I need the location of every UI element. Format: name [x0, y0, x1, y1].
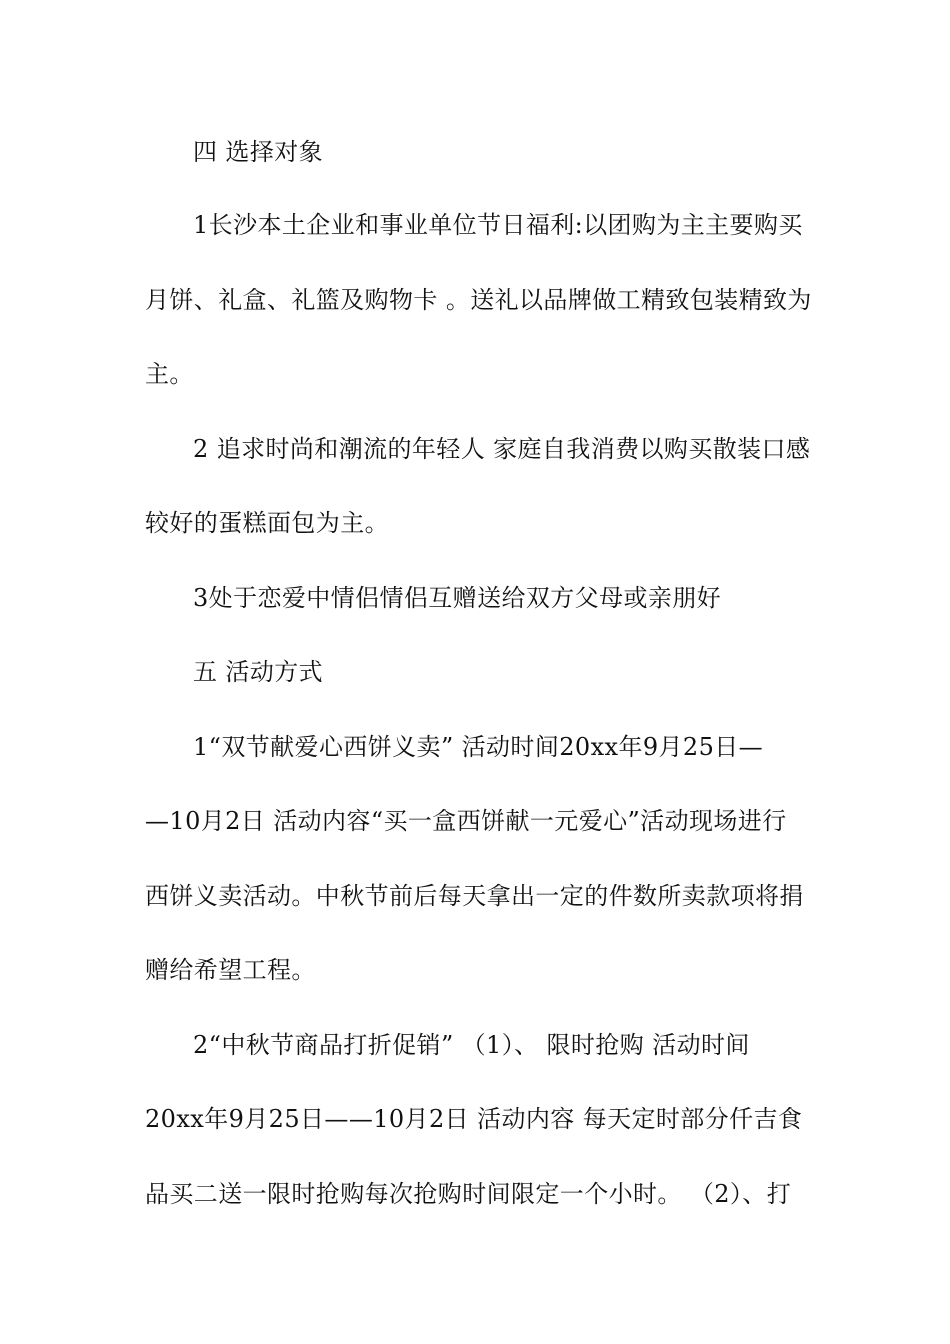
paragraph-line: 2 追求时尚和潮流的年轻人 家庭自我消费以购买散装口感: [193, 435, 811, 463]
paragraph-line: 较好的蛋糕面包为主。: [145, 509, 389, 537]
paragraph-line: 品买二送一限时抢购每次抢购时间限定一个小时。 （2）、打: [145, 1180, 792, 1208]
paragraph-line: 1“双节献爱心西饼义卖” 活动时间20xx年9月25日—: [193, 733, 764, 761]
paragraph-line: 月饼、礼盒、礼篮及购物卡 。送礼以品牌做工精致包装精致为: [145, 286, 812, 314]
paragraph-line: —10月2日 活动内容“买一盒西饼献一元爱心”活动现场进行: [145, 807, 787, 835]
paragraph-line: 3处于恋爱中情侣情侣互赠送给双方父母或亲朋好: [193, 584, 722, 612]
paragraph-line: 1长沙本土企业和事业单位节日福利:以团购为主主要购买: [193, 211, 803, 239]
paragraph-line: 20xx年9月25日——10月2日 活动内容 每天定时部分仟吉食: [145, 1105, 803, 1133]
paragraph-line: 主。: [145, 360, 194, 388]
section-heading-5: 五 活动方式: [193, 658, 324, 686]
paragraph-line: 西饼义卖活动。中秋节前后每天拿出一定的件数所卖款项将捐: [145, 882, 804, 910]
paragraph-line: 赠给希望工程。: [145, 956, 316, 984]
section-heading-4: 四 选择对象: [193, 138, 324, 166]
paragraph-line: 2“中秋节商品打折促销” （1）、 限时抢购 活动时间: [193, 1031, 750, 1059]
